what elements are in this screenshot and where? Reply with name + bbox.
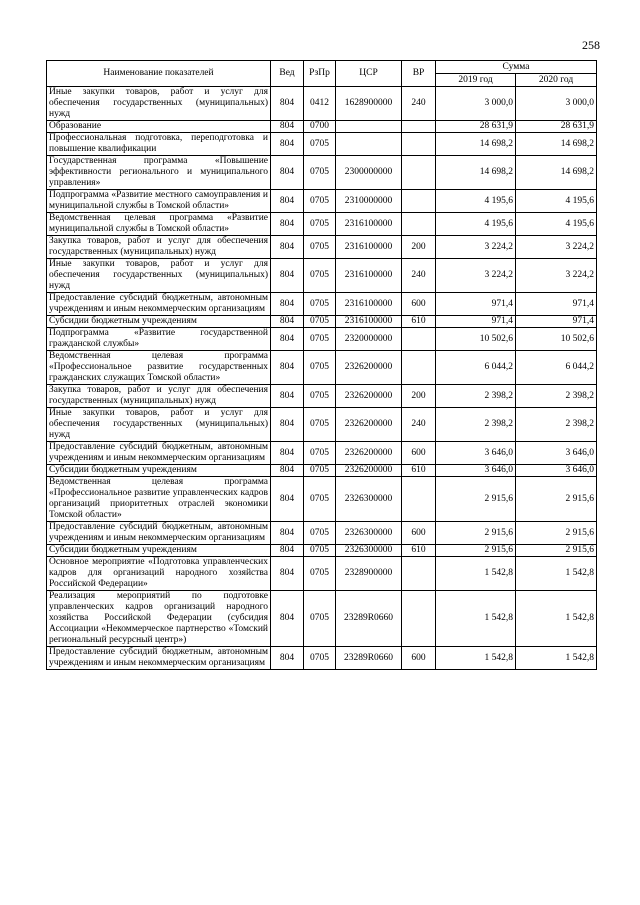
cell-csr: 2326300000 — [336, 545, 402, 557]
cell-csr — [336, 133, 402, 156]
cell-vr: 600 — [402, 442, 436, 465]
cell-ved: 804 — [271, 477, 304, 522]
cell-rzpr: 0705 — [304, 477, 336, 522]
cell-y2020: 14 698,2 — [516, 156, 597, 190]
cell-y2020: 3 224,2 — [516, 259, 597, 293]
table-row — [47, 545, 597, 557]
cell-name: Иные закупки товаров, работ и услуг для обеспечения государственных (муниципальных) нужд — [47, 259, 271, 293]
cell-rzpr: 0705 — [304, 316, 336, 328]
table-row — [47, 133, 597, 156]
cell-name: Субсидии бюджетным учреждениям — [47, 465, 271, 477]
cell-csr: 1628900000 — [336, 87, 402, 121]
budget-table — [46, 60, 597, 670]
cell-y2020: 2 915,6 — [516, 545, 597, 557]
cell-y2019: 3 646,0 — [436, 442, 516, 465]
cell-ved: 804 — [271, 236, 304, 259]
cell-ved: 804 — [271, 213, 304, 236]
cell-y2019: 1 542,8 — [436, 591, 516, 647]
cell-rzpr: 0705 — [304, 442, 336, 465]
header-name: Наименование показателей — [47, 61, 271, 87]
cell-csr: 2328900000 — [336, 557, 402, 591]
cell-vr: 600 — [402, 522, 436, 545]
cell-y2019: 1 542,8 — [436, 647, 516, 670]
cell-rzpr: 0705 — [304, 328, 336, 351]
header-rzpr: РзПр — [304, 61, 336, 87]
cell-ved: 804 — [271, 557, 304, 591]
cell-name: Реализация мероприятий по подготовке управленческих кадров организаций народного хозяйства Российской Федерации (субсидия Ассоциации «Некоммерческое партнерство «Томский региональный ресурсный центр») — [47, 591, 271, 647]
cell-y2019: 6 044,2 — [436, 351, 516, 385]
cell-vr: 610 — [402, 316, 436, 328]
cell-name: Предоставление субсидий бюджетным, автономным учреждениям и иным некоммерческим организациям — [47, 647, 271, 670]
cell-ved: 804 — [271, 591, 304, 647]
cell-rzpr: 0705 — [304, 385, 336, 408]
header-year-2020: 2020 год — [516, 74, 597, 87]
cell-vr — [402, 121, 436, 133]
cell-csr: 2326200000 — [336, 385, 402, 408]
table-row — [47, 121, 597, 133]
table-body — [47, 87, 597, 670]
cell-csr: 2326200000 — [336, 351, 402, 385]
cell-name: Закупка товаров, работ и услуг для обеспечения государственных (муниципальных) нужд — [47, 236, 271, 259]
cell-name: Предоставление субсидий бюджетным, автономным учреждениям и иным некоммерческим организациям — [47, 293, 271, 316]
table-row — [47, 557, 597, 591]
cell-y2019: 1 542,8 — [436, 557, 516, 591]
cell-y2020: 28 631,9 — [516, 121, 597, 133]
cell-y2020: 2 398,2 — [516, 408, 597, 442]
table-row — [47, 385, 597, 408]
cell-name: Закупка товаров, работ и услуг для обеспечения государственных (муниципальных) нужд — [47, 385, 271, 408]
cell-y2020: 3 646,0 — [516, 465, 597, 477]
cell-csr: 2316100000 — [336, 213, 402, 236]
table-row — [47, 408, 597, 442]
table-row — [47, 647, 597, 670]
cell-vr: 600 — [402, 293, 436, 316]
cell-csr: 2326200000 — [336, 465, 402, 477]
cell-name: Подпрограмма «Развитие местного самоуправления и муниципальной службы в Томской области» — [47, 190, 271, 213]
cell-csr: 2326200000 — [336, 442, 402, 465]
table-row — [47, 236, 597, 259]
cell-name: Образование — [47, 121, 271, 133]
table-row — [47, 259, 597, 293]
cell-y2019: 3 224,2 — [436, 259, 516, 293]
cell-y2020: 2 398,2 — [516, 385, 597, 408]
cell-y2019: 2 398,2 — [436, 408, 516, 442]
cell-rzpr: 0705 — [304, 236, 336, 259]
cell-name: Ведомственная целевая программа «Профессиональное развитие управленческих кадров организаций приоритетных отраслей экономики Томской области» — [47, 477, 271, 522]
cell-csr: 2326200000 — [336, 408, 402, 442]
cell-csr: 2316100000 — [336, 293, 402, 316]
cell-csr: 2310000000 — [336, 190, 402, 213]
cell-ved: 804 — [271, 87, 304, 121]
cell-ved: 804 — [271, 351, 304, 385]
cell-vr — [402, 328, 436, 351]
cell-csr: 2316100000 — [336, 316, 402, 328]
table-row — [47, 465, 597, 477]
cell-y2020: 2 915,6 — [516, 477, 597, 522]
cell-y2020: 4 195,6 — [516, 190, 597, 213]
table-row — [47, 293, 597, 316]
cell-rzpr: 0705 — [304, 557, 336, 591]
cell-rzpr: 0705 — [304, 156, 336, 190]
cell-ved: 804 — [271, 293, 304, 316]
table-row — [47, 522, 597, 545]
table-row — [47, 87, 597, 121]
cell-y2020: 3 224,2 — [516, 236, 597, 259]
cell-ved: 804 — [271, 190, 304, 213]
cell-vr — [402, 156, 436, 190]
cell-y2019: 971,4 — [436, 316, 516, 328]
cell-name: Основное мероприятие «Подготовка управленческих кадров для организаций народного хозяйства Российской Федерации» — [47, 557, 271, 591]
cell-ved: 804 — [271, 156, 304, 190]
cell-csr: 23289R0660 — [336, 647, 402, 670]
table-row — [47, 316, 597, 328]
cell-ved: 804 — [271, 647, 304, 670]
cell-y2019: 971,4 — [436, 293, 516, 316]
cell-name: Субсидии бюджетным учреждениям — [47, 316, 271, 328]
cell-vr: 240 — [402, 408, 436, 442]
cell-rzpr: 0705 — [304, 190, 336, 213]
cell-rzpr: 0705 — [304, 408, 336, 442]
cell-csr: 2326300000 — [336, 522, 402, 545]
cell-csr: 2316100000 — [336, 259, 402, 293]
cell-y2020: 4 195,6 — [516, 213, 597, 236]
cell-vr — [402, 477, 436, 522]
cell-vr — [402, 591, 436, 647]
table-row — [47, 328, 597, 351]
table-row — [47, 351, 597, 385]
cell-y2019: 3 000,0 — [436, 87, 516, 121]
cell-ved: 804 — [271, 442, 304, 465]
cell-ved: 804 — [271, 408, 304, 442]
cell-y2020: 3 646,0 — [516, 442, 597, 465]
cell-ved: 804 — [271, 522, 304, 545]
cell-csr: 2316100000 — [336, 236, 402, 259]
header-vr: ВР — [402, 61, 436, 87]
cell-rzpr: 0705 — [304, 351, 336, 385]
table-row — [47, 591, 597, 647]
cell-name: Субсидии бюджетным учреждениям — [47, 545, 271, 557]
cell-vr: 240 — [402, 87, 436, 121]
cell-rzpr: 0412 — [304, 87, 336, 121]
cell-y2020: 1 542,8 — [516, 647, 597, 670]
table-row — [47, 442, 597, 465]
cell-ved: 804 — [271, 133, 304, 156]
cell-vr: 200 — [402, 236, 436, 259]
cell-rzpr: 0705 — [304, 647, 336, 670]
cell-y2020: 1 542,8 — [516, 557, 597, 591]
cell-y2020: 971,4 — [516, 293, 597, 316]
cell-name: Подпрограмма «Развитие государственной гражданской службы» — [47, 328, 271, 351]
cell-y2019: 2 915,6 — [436, 477, 516, 522]
cell-vr: 610 — [402, 545, 436, 557]
page-number: 258 — [582, 38, 600, 52]
cell-y2019: 14 698,2 — [436, 156, 516, 190]
cell-rzpr: 0700 — [304, 121, 336, 133]
cell-csr: 2320000000 — [336, 328, 402, 351]
cell-ved: 804 — [271, 465, 304, 477]
cell-y2020: 2 915,6 — [516, 522, 597, 545]
cell-vr — [402, 190, 436, 213]
header-year-2019: 2019 год — [436, 74, 516, 87]
cell-csr — [336, 121, 402, 133]
cell-csr: 2300000000 — [336, 156, 402, 190]
cell-name: Ведомственная целевая программа «Развитие муниципальной службы в Томской области» — [47, 213, 271, 236]
cell-vr: 200 — [402, 385, 436, 408]
cell-name: Предоставление субсидий бюджетным, автономным учреждениям и иным некоммерческим организациям — [47, 442, 271, 465]
header-csr: ЦСР — [336, 61, 402, 87]
cell-y2019: 10 502,6 — [436, 328, 516, 351]
cell-name: Ведомственная целевая программа «Профессиональное развитие государственных гражданских служащих Томской области» — [47, 351, 271, 385]
cell-y2019: 4 195,6 — [436, 213, 516, 236]
cell-rzpr: 0705 — [304, 259, 336, 293]
cell-name: Предоставление субсидий бюджетным, автономным учреждениям и иным некоммерческим организациям — [47, 522, 271, 545]
cell-csr: 23289R0660 — [336, 591, 402, 647]
cell-vr — [402, 213, 436, 236]
cell-y2020: 3 000,0 — [516, 87, 597, 121]
cell-rzpr: 0705 — [304, 213, 336, 236]
cell-rzpr: 0705 — [304, 293, 336, 316]
cell-vr: 240 — [402, 259, 436, 293]
cell-ved: 804 — [271, 545, 304, 557]
cell-name: Иные закупки товаров, работ и услуг для обеспечения государственных (муниципальных) нужд — [47, 408, 271, 442]
cell-ved: 804 — [271, 259, 304, 293]
cell-vr: 610 — [402, 465, 436, 477]
cell-vr — [402, 557, 436, 591]
cell-vr: 600 — [402, 647, 436, 670]
cell-vr — [402, 351, 436, 385]
cell-ved: 804 — [271, 121, 304, 133]
cell-ved: 804 — [271, 328, 304, 351]
header-ved: Вед — [271, 61, 304, 87]
cell-rzpr: 0705 — [304, 465, 336, 477]
table-row — [47, 190, 597, 213]
cell-vr — [402, 133, 436, 156]
cell-name: Государственная программа «Повышение эффективности регионального и муниципального управления» — [47, 156, 271, 190]
cell-y2019: 2 915,6 — [436, 545, 516, 557]
cell-y2020: 10 502,6 — [516, 328, 597, 351]
cell-y2019: 14 698,2 — [436, 133, 516, 156]
cell-y2019: 3 224,2 — [436, 236, 516, 259]
cell-y2019: 2 398,2 — [436, 385, 516, 408]
header-sum: Сумма — [436, 61, 597, 74]
cell-y2019: 2 915,6 — [436, 522, 516, 545]
cell-name: Профессиональная подготовка, переподготовка и повышение квалификации — [47, 133, 271, 156]
cell-y2020: 971,4 — [516, 316, 597, 328]
cell-rzpr: 0705 — [304, 522, 336, 545]
table-row — [47, 156, 597, 190]
cell-y2019: 28 631,9 — [436, 121, 516, 133]
table-row — [47, 477, 597, 522]
table-row — [47, 213, 597, 236]
cell-rzpr: 0705 — [304, 591, 336, 647]
cell-y2019: 3 646,0 — [436, 465, 516, 477]
cell-name: Иные закупки товаров, работ и услуг для обеспечения государственных (муниципальных) нужд — [47, 87, 271, 121]
cell-rzpr: 0705 — [304, 545, 336, 557]
cell-ved: 804 — [271, 385, 304, 408]
cell-y2020: 6 044,2 — [516, 351, 597, 385]
cell-rzpr: 0705 — [304, 133, 336, 156]
cell-ved: 804 — [271, 316, 304, 328]
cell-csr: 2326300000 — [336, 477, 402, 522]
cell-y2019: 4 195,6 — [436, 190, 516, 213]
cell-y2020: 1 542,8 — [516, 591, 597, 647]
cell-y2020: 14 698,2 — [516, 133, 597, 156]
